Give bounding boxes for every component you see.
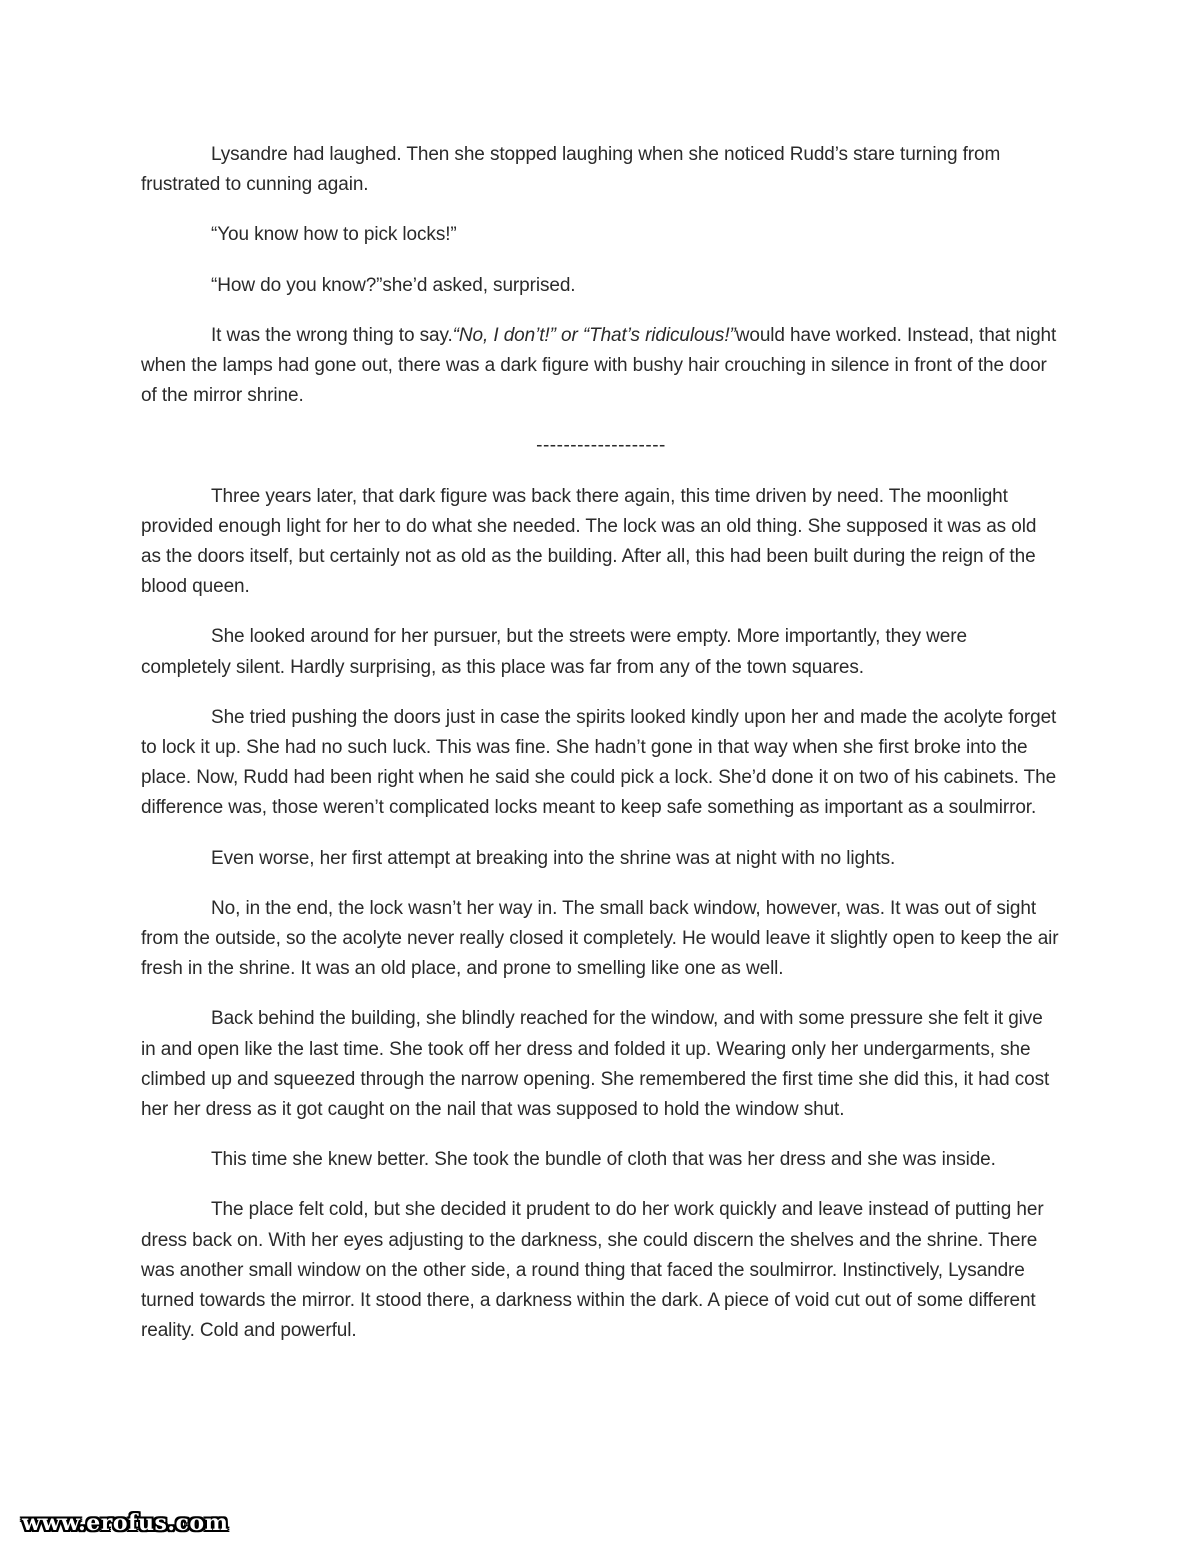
paragraph-2: “You know how to pick locks!”: [211, 224, 457, 246]
paragraph-4-lead: It was the wrong thing to say.: [211, 324, 453, 346]
paragraph-12: The place felt cold, but she decided it prudent to do her work quickly and leave instead of putting her dress back on. With her eyes adjusting to the darkness, she could discern the shelves and the shrine. There was another small window on the other side, a round thing that faced the soulmirror. Instinctively, Lysandre turned towards the mirror. It stood there, a darkness within the dark. A piece of void cut out of some different reality. Cold and powerful.: [141, 1199, 1044, 1342]
paragraph-3: “How do you know?”she’d asked, surprised.: [211, 274, 576, 296]
document-page: [141, 140, 1061, 1367]
paragraph-6: She looked around for her pursuer, but the streets were empty. More importantly, they were completely silent. Hardly surprising, as this place was far from any of the town squares.: [141, 626, 967, 678]
paragraph-10: Back behind the building, she blindly reached for the window, and with some pressure she felt it give in and open like the last time. She took off her dress and folded it up. Wearing only her undergarments, she climbed up and squeezed through the narrow opening. She remembered the first time she did this, it had cost her her dress as it got caught on the nail that was supposed to hold the window shut.: [141, 1008, 1050, 1121]
paragraph-9: No, in the end, the lock wasn’t her way in. The small back window, however, was. It was out of sight from the outside, so the acolyte never really closed it completely. He would leave it slightly open to keep the air fresh in the shrine. It was an old place, and prone to smelling like one as well.: [141, 897, 1059, 980]
paragraph-4: [141, 321, 1061, 412]
paragraph-11: This time she knew better. She took the bundle of cloth that was her dress and she was inside.: [211, 1149, 996, 1171]
paragraph-8: Even worse, her first attempt at breaking into the shrine was at night with no lights.: [211, 847, 896, 869]
scene-separator: -------------------: [536, 435, 666, 457]
paragraph-5: Three years later, that dark figure was back there again, this time driven by need. The moonlight provided enough light for her to do what she needed. The lock was an old thing. She supposed it was as old as the doors itself, but certainly not as old as the building. After all, this had been built during the reign of the blood queen.: [141, 485, 1037, 598]
paragraph-1: Lysandre had laughed. Then she stopped laughing when she noticed Rudd’s stare turning from frustrated to cunning again.: [141, 144, 1001, 196]
paragraph-7: She tried pushing the doors just in case the spirits looked kindly upon her and made the acolyte forget to lock it up. She had no such luck. This was fine. She hadn’t gone in that way when she first broke into the place. Now, Rudd had been right when he said she could pick a lock. She’d done it on two of his cabinets. The difference was, those weren’t complicated locks meant to keep safe something as important as a soulmirror.: [141, 706, 1057, 819]
paragraph-4-tail: would have worked. Instead, that night when the lamps had gone out, there was a dark figure with bushy hair crouching in silence in front of the door of the mirror shrine.: [141, 324, 1057, 407]
paragraph-4-italic: “No, I don’t!” or “That’s ridiculous!”: [452, 324, 736, 346]
site-watermark: www.erofus.com: [22, 1510, 229, 1536]
